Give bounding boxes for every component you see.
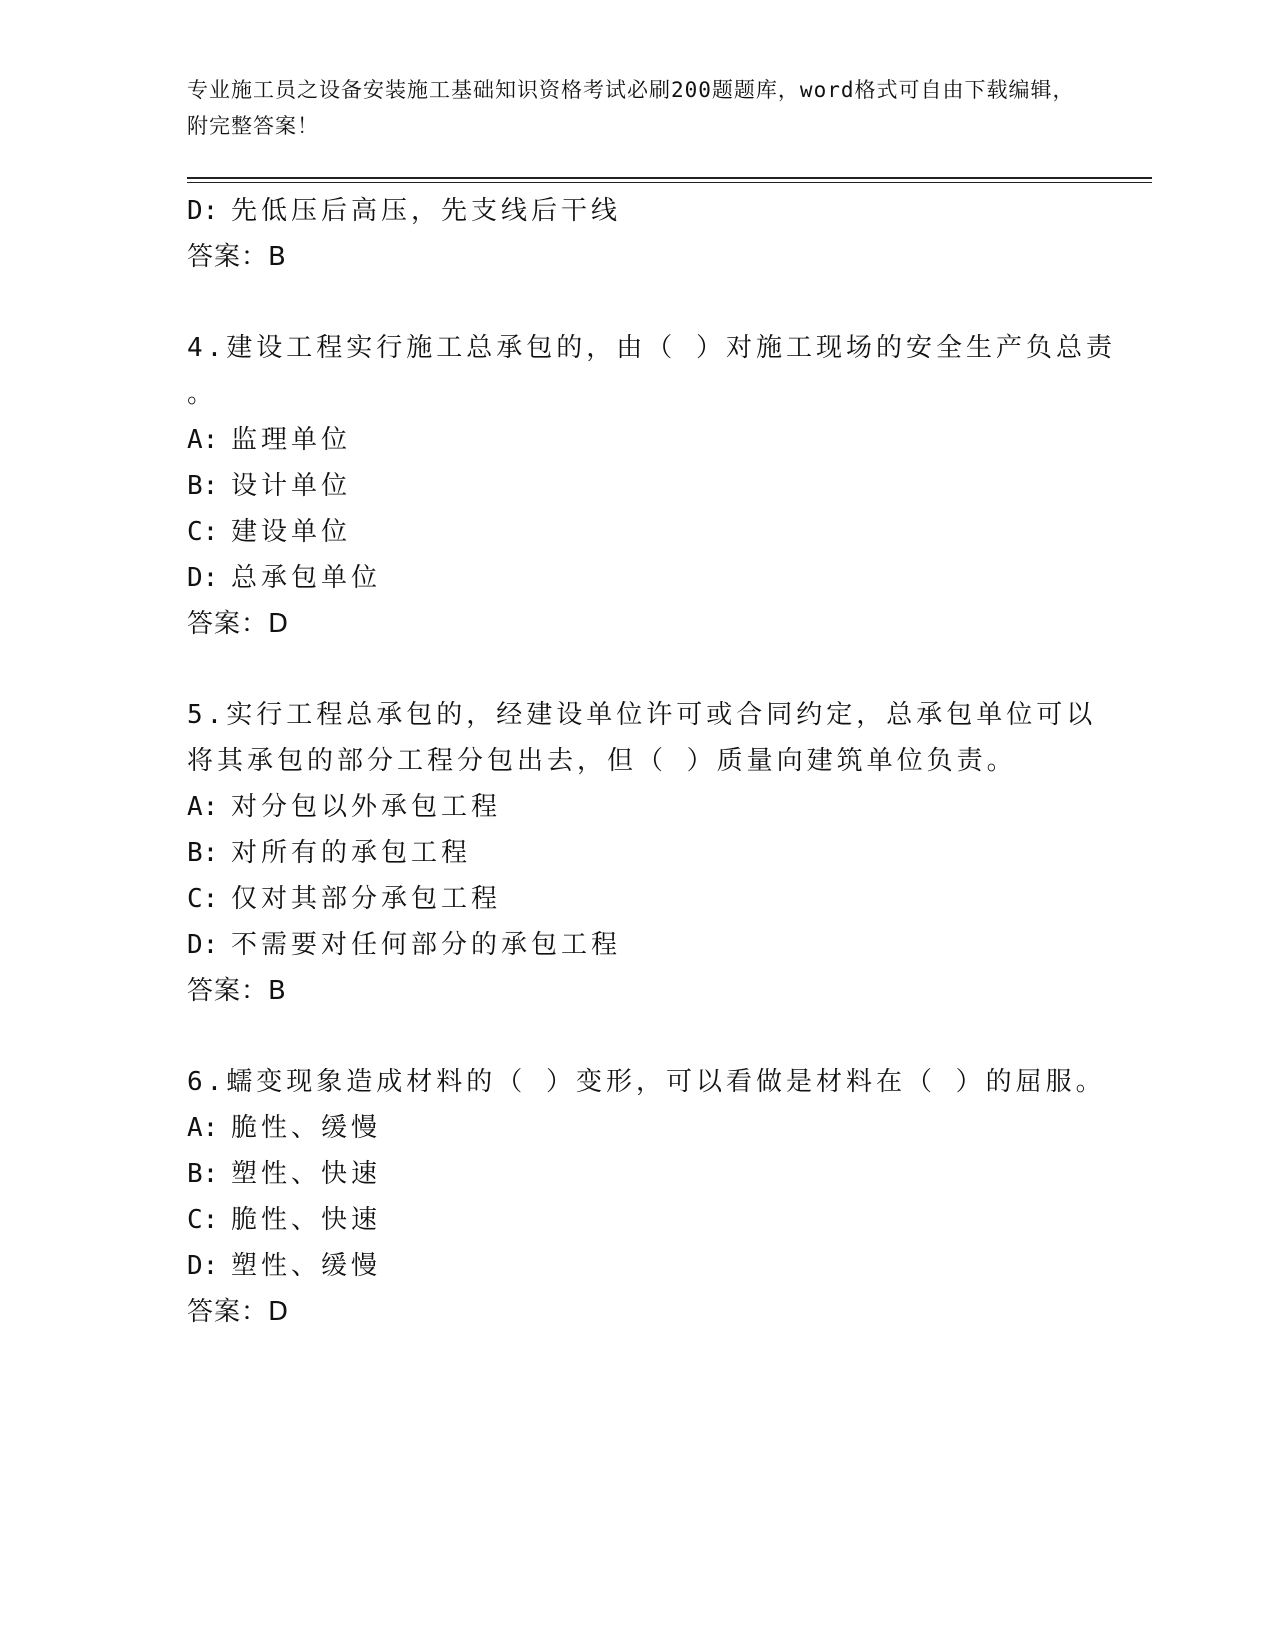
option-key: C: <box>187 1205 219 1235</box>
question-5-text-line-2: 将其承包的部分工程分包出去，但（ ）质量向建筑单位负责。 <box>187 746 1017 776</box>
answer-line: 答案：B <box>187 242 287 272</box>
answer-line: 答案：B <box>187 976 287 1006</box>
question-6-text-line-1: 6.蠕变现象造成材料的（ ）变形，可以看做是材料在（ ）的屈服。 <box>187 1067 1106 1097</box>
option-key: A: <box>187 792 219 822</box>
option-key: A: <box>187 425 219 455</box>
option-text: 不需要对任何部分的承包工程 <box>231 930 622 960</box>
option-text: 总承包单位 <box>231 563 382 593</box>
option-text: 仅对其部分承包工程 <box>231 884 502 914</box>
option-key: D: <box>187 563 219 593</box>
option-c <box>187 509 1117 555</box>
option-b <box>187 830 1117 876</box>
option-c <box>187 876 1117 922</box>
option-key: B: <box>187 838 219 868</box>
option-text: 对分包以外承包工程 <box>231 792 502 822</box>
option-a <box>187 1105 1117 1151</box>
option-a <box>187 417 1117 463</box>
option-b <box>187 463 1117 509</box>
option-key: A: <box>187 1113 219 1143</box>
option-key: B: <box>187 471 219 501</box>
option-d <box>187 1243 1117 1289</box>
option-key: C: <box>187 517 219 547</box>
question-4-text-line-2: 。 <box>187 379 218 409</box>
option-text: 对所有的承包工程 <box>231 838 472 868</box>
option-text: 监理单位 <box>231 425 352 455</box>
question-5-text-line-1: 5.实行工程总承包的，经建设单位许可或合同约定，总承包单位可以 <box>187 700 1097 730</box>
option-c <box>187 1197 1117 1243</box>
option-d <box>187 555 1117 601</box>
option-a <box>187 784 1117 830</box>
question-content <box>187 188 1117 1335</box>
question-4-text-line-1: 4.建设工程实行施工总承包的，由（ ）对施工现场的安全生产负总责 <box>187 333 1116 363</box>
option-text: 建设单位 <box>231 517 352 547</box>
answer-line: 答案：D <box>187 1297 290 1327</box>
option-b <box>187 1151 1117 1197</box>
header-rule-thick <box>187 177 1152 179</box>
option-text: 塑性、缓慢 <box>231 1251 382 1281</box>
option-text: 先低压后高压，先支线后干线 <box>231 196 622 226</box>
option-key: D: <box>187 196 219 226</box>
header-rule-thin <box>187 182 1152 183</box>
option-key: D: <box>187 1251 219 1281</box>
option-text: 设计单位 <box>231 471 352 501</box>
option-text: 脆性、缓慢 <box>231 1113 382 1143</box>
option-d <box>187 188 1117 234</box>
document-header: 专业施工员之设备安装施工基础知识资格考试必刷200题题库，word格式可自由下载编辑，附完整答案！ <box>187 78 1075 138</box>
option-key: C: <box>187 884 219 914</box>
answer-line: 答案：D <box>187 609 290 639</box>
option-key: B: <box>187 1159 219 1189</box>
option-d <box>187 922 1117 968</box>
option-key: D: <box>187 930 219 960</box>
option-text: 脆性、快速 <box>231 1205 382 1235</box>
option-text: 塑性、快速 <box>231 1159 382 1189</box>
